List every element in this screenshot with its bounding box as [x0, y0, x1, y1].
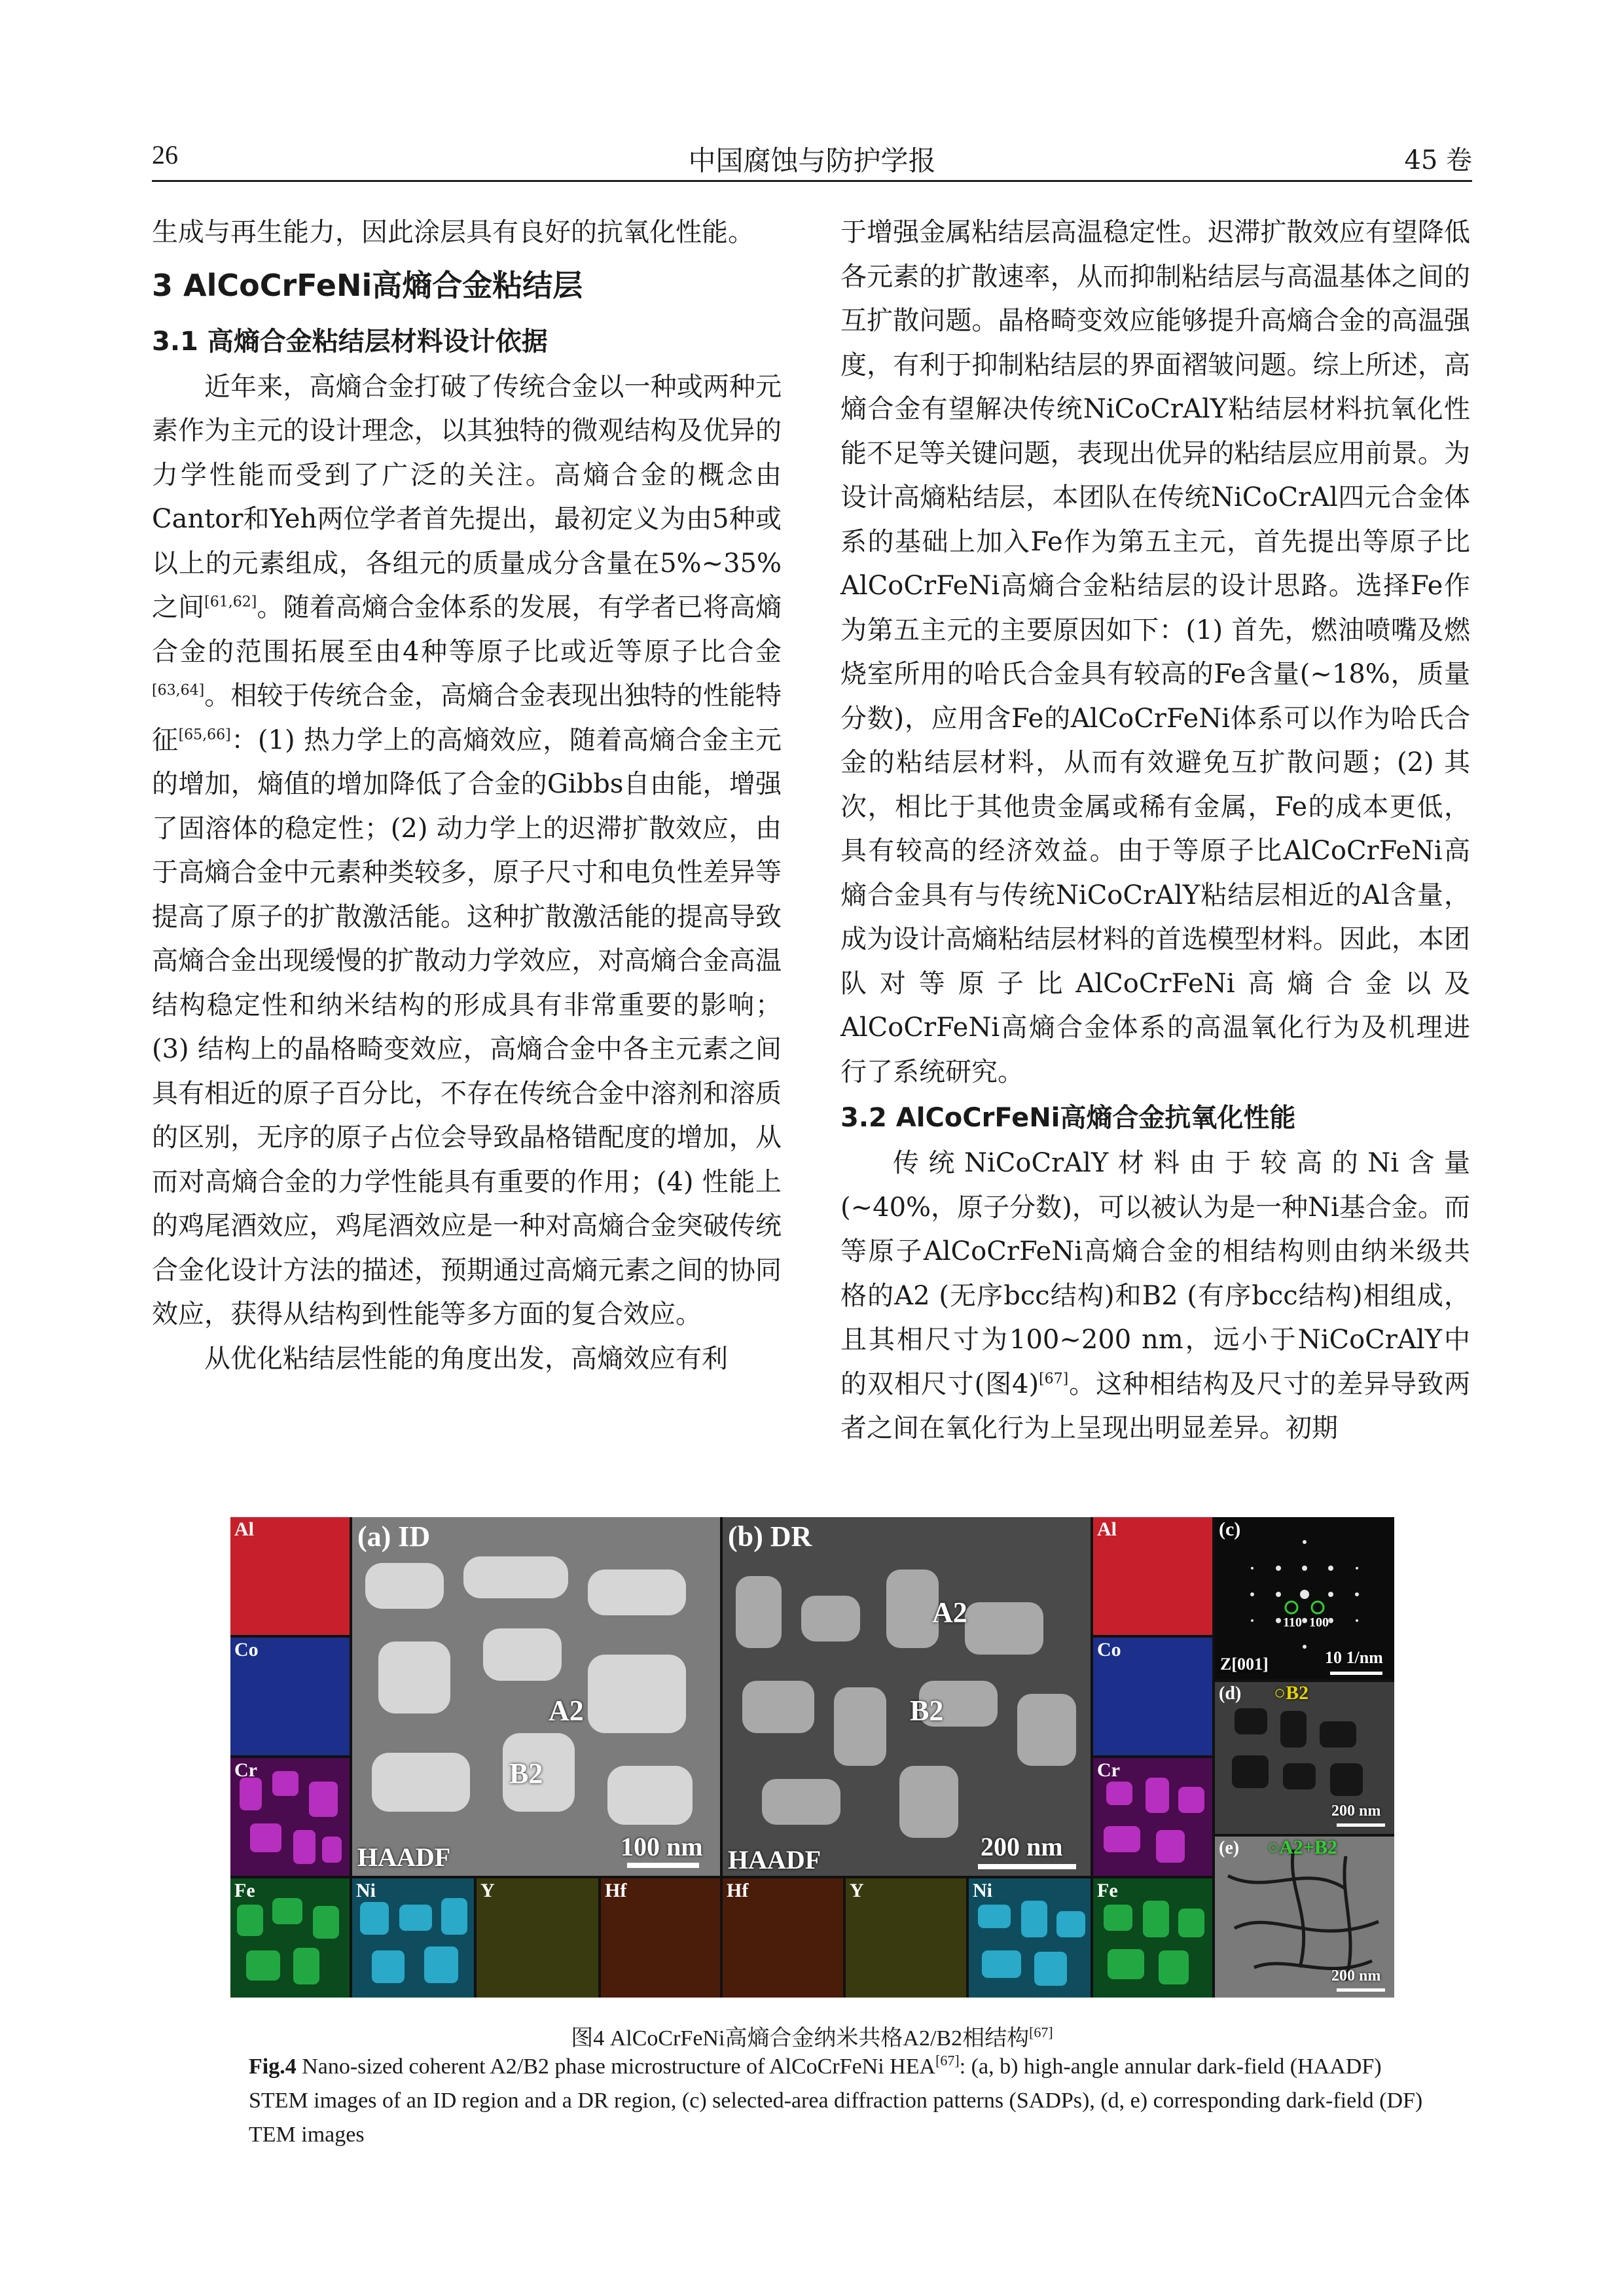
journal-title: 中国腐蚀与防护学报	[688, 145, 936, 177]
paragraph: 近年来，高熵合金打破了传统合金以一种或两种元素作为主元的设计理念，以其独特的微观结构及优异的力学性能而受到了广泛的关注。高熵合金的概念由Cantor和Yeh两位学者首先提出，最初定义为由5种或以上的元素组成，各组元的质量成分含量在5%~35%之间[61,62]。随着高熵合金体系的发展，有学者已将高熵合金的范围拓展至由4种等原子比或近等原子比合金[63,64]。相较于传统合金，高熵合金表现出独特的性能特征[65,66]：(1) 热力学上的高熵效应，随着高熵合金主元的增加，熵值的增加降低了合金的Gibbs自由能，增强了固溶体的稳定性；(2) 动力学上的迟滞扩散效应，由于高熵合金中元素种类较多，原子尺寸和电负性差异等提高了原子的扩散激活能。这种扩散激活能的提高导致高熵合金出现缓慢的扩散动力学效应，对高熵合金高温结构稳定性和纳米结构的形成具有非常重要的影响；(3) 结构上的晶格畸变效应，高熵合金中各主元素之间具有相近的原子百分比，不存在传统合金中溶剂和溶质的区别，无序的原子占位会导致晶格错配度的增加，从而对高熵合金的力学性能具有重要的作用；(4) 性能上的鸡尾酒效应，鸡尾酒效应是一种对高熵合金突破传统合金化设计方法的描述，预期通过高熵元素之间的协同效应，获得从结构到性能等多方面的复合效应。	[152, 371, 782, 1329]
phase-label-b2: B2	[910, 1695, 944, 1727]
scale-bar	[1337, 1823, 1385, 1827]
phase-marker-b2: ○B2	[1274, 1682, 1309, 1704]
spot-index-110: 110	[1283, 1615, 1302, 1630]
section-heading: 3 AlCoCrFeNi高熵合金粘结层	[152, 267, 583, 303]
scale-label: 100 nm	[621, 1832, 703, 1861]
figure-label: Fig.4	[249, 2054, 297, 2079]
citation[interactable]: [61,62]	[204, 594, 257, 611]
running-header	[152, 134, 1472, 182]
panel-e-label: (e)	[1219, 1838, 1240, 1858]
scale-bar	[1337, 1988, 1385, 1992]
paragraph: 从优化粘结层性能的角度出发，高熵效应有利	[204, 1343, 728, 1374]
citation[interactable]: [67]	[1029, 2024, 1053, 2041]
map-al-left: Al	[230, 1517, 350, 1635]
scale-label: 200 nm	[981, 1832, 1063, 1861]
panel-d-dark-field	[1215, 1682, 1394, 1834]
phase-label-b2: B2	[509, 1757, 543, 1789]
map-co-left: Co	[230, 1638, 350, 1755]
map-co-right: Co	[1093, 1638, 1212, 1755]
panel-c-label: (c)	[1219, 1518, 1241, 1540]
map-ni-bottom: Ni	[352, 1878, 474, 1998]
phase-marker-a2-b2: ○A2+B2	[1267, 1837, 1337, 1858]
scale-bar	[1330, 1672, 1382, 1675]
scale-label: 200 nm	[1331, 1967, 1381, 1984]
citation[interactable]: [67]	[935, 2052, 960, 2069]
page-number: 26	[152, 140, 178, 170]
spot-index-100: 100	[1309, 1615, 1329, 1630]
paragraph-continued: 于增强金属粘结层高温稳定性。迟滞扩散效应有望降低各元素的扩散速率，从而抑制粘结层与高温基体之间的互扩散问题。晶格畸变效应能够提升高熵合金的高温强度，有利于抑制粘结层的界面褶皱问题。综上所述，高熵合金有望解决传统NiCoCrAlY粘结层材料抗氧化性能不足等关键问题，表现出优异的粘结层应用前景。为设计高熵粘结层，本团队在传统NiCoCrAl四元合金体系的基础上加入Fe作为第五主元，首先提出等原子比AlCoCrFeNi高熵合金粘结层的设计思路。选择Fe作为第五主元的主要原因如下：(1) 首先，燃油喷嘴及燃烧室所用的哈氏合金具有较高的Fe含量(~18%，质量分数)，应用含Fe的AlCoCrFeNi体系可以作为哈氏合金的粘结层材料，从而有效避免互扩散问题；(2) 其次，相比于其他贵金属或稀有金属，Fe的成本更低，具有较高的经济效益。由于等原子比AlCoCrFeNi高熵合金具有与传统NiCoCrAlY粘结层相近的Al含量，成为设计高熵粘结层材料的首选模型材料。因此，本团队对等原子比AlCoCrFeNi高熵合金以及AlCoCrFeNi高熵合金体系的高温氧化行为及机理进行了系统研究。	[840, 217, 1470, 1087]
volume: 45 卷	[1404, 145, 1472, 175]
phase-label-a2: A2	[932, 1596, 967, 1628]
panel-c-saed	[1215, 1517, 1394, 1679]
scale-bar	[627, 1863, 699, 1868]
panel-a-haadf	[352, 1517, 720, 1876]
figure-caption-cn: 图4 AlCoCrFeNi高熵合金纳米共格A2/B2相结构[67]	[571, 2024, 1053, 2051]
map-al-right: Al	[1093, 1517, 1212, 1635]
scale-label: 10 1/nm	[1325, 1648, 1383, 1667]
map-hf-bottom-right: Hf	[723, 1878, 843, 1998]
paragraph-continued: 生成与再生能力，因此涂层具有良好的抗氧化性能。	[152, 217, 754, 247]
subsection-heading: 3.2 AlCoCrFeNi高熵合金抗氧化性能	[840, 1103, 1296, 1133]
zone-axis: Z[001]	[1220, 1655, 1269, 1674]
citation[interactable]: [63,64]	[152, 682, 205, 699]
panel-b-label: (b) DR	[728, 1520, 812, 1552]
figure-4	[230, 1517, 1394, 1998]
map-cr-left: Cr	[230, 1758, 350, 1876]
paragraph: 传统NiCoCrAlY材料由于较高的Ni含量(~40%，原子分数)，可以被认为是一种Ni基合金。而等原子AlCoCrFeNi高熵合金的相结构则由纳米级共格的A2 (无序bcc结构)和B2 (有序bcc结构)相组成，且其相尺寸为100~200 nm，远小于NiCoCrAlY中的双相尺寸(图4)[67]。这种相结构及尺寸的差异导致两者之间在氧化行为上呈现出明显差异。初期	[840, 1148, 1470, 1443]
map-hf-bottom: Hf	[601, 1878, 720, 1998]
map-fe-left: Fe	[230, 1878, 350, 1998]
subsection-heading: 3.1 高熵合金粘结层材料设计依据	[152, 326, 548, 357]
panel-a-label: (a) ID	[357, 1520, 431, 1552]
map-cr-right: Cr	[1093, 1758, 1212, 1876]
panel-b-haadf	[723, 1517, 1091, 1876]
imaging-mode: HAADF	[357, 1842, 451, 1872]
right-column	[840, 211, 1470, 1451]
map-y-bottom-right: Y	[846, 1878, 966, 1998]
panel-d-label: (d)	[1219, 1683, 1242, 1704]
left-column	[152, 211, 782, 1381]
scale-label: 200 nm	[1331, 1803, 1381, 1820]
citation[interactable]: [67]	[1039, 1371, 1069, 1388]
imaging-mode: HAADF	[728, 1845, 821, 1874]
figure-caption-en: Fig.4 Nano-sized coherent A2/B2 phase microstructure of AlCoCrFeNi HEA[67]: (a, b) high-angle annular dark-field (HAADF) STEM images of an ID region and a DR region, (c) selected-area diffraction patterns (SADPs), (d, e) corresponding dark-field (DF) TEM images	[249, 2052, 1423, 2147]
map-ni-bottom-right: Ni	[969, 1878, 1091, 1998]
citation[interactable]: [65,66]	[178, 726, 231, 744]
map-y-bottom: Y	[477, 1878, 598, 1998]
panel-e-dark-field	[1215, 1837, 1394, 1998]
map-fe-right: Fe	[1093, 1878, 1212, 1998]
phase-label-a2: A2	[549, 1695, 584, 1727]
scale-bar	[978, 1864, 1076, 1869]
